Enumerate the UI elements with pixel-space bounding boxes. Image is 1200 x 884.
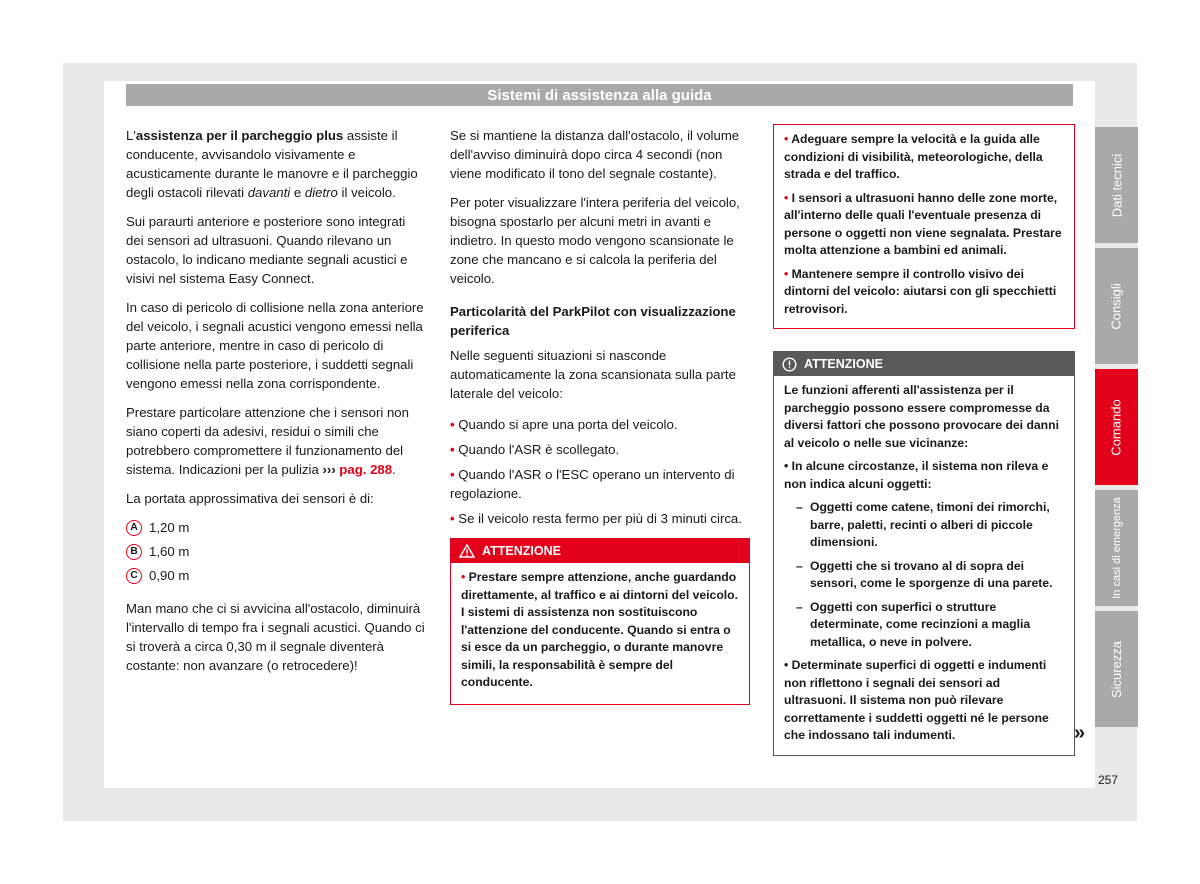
bullet-icon: • bbox=[450, 511, 459, 526]
warning-header bbox=[451, 539, 749, 563]
side-tab-emergenza[interactable]: In casi di emergenza bbox=[1095, 490, 1138, 606]
paragraph-approach: Man mano che ci si avvicina all'ostacolo, diminuirà l'intervallo di tempo fra i segnali acustici. Quando ci si troverà a circa 0,30 m il segnale diventerà costante: non avanzare (o retrocedere)! bbox=[126, 601, 425, 673]
letter-c-icon: C bbox=[126, 568, 142, 584]
subsection-heading: Particolarità del ParkPilot con visualizzazione periferica bbox=[450, 304, 736, 338]
side-tab-consigli[interactable]: Consigli bbox=[1095, 248, 1138, 364]
bullet-icon: • bbox=[450, 442, 459, 457]
bullet-icon: • bbox=[461, 570, 469, 584]
warning-title: ATTENZIONE bbox=[482, 543, 561, 558]
continue-arrow-icon: » bbox=[1074, 722, 1086, 744]
side-tab-sicurezza[interactable]: Sicurezza bbox=[1095, 611, 1138, 727]
range-option: C 0,90 m bbox=[126, 566, 426, 585]
side-tab-dati-tecnici[interactable]: Dati tecnici bbox=[1095, 127, 1138, 243]
list-item: • Mantenere sempre il controllo visivo dei dintorni del veicolo: aiutarsi con gli specchietti retrovisori. bbox=[784, 266, 1057, 316]
list-item: • Determinate superfici di oggetti e indumenti non riflettono i segnali dei sensori ad ultrasuoni. Il sistema non può rilevare correttamente i suddetti oggetti né le persone che indossano tali indumenti. bbox=[784, 658, 1049, 742]
paragraph-periphery: Per poter visualizzare l'intera periferia del veicolo, bisogna spostarlo per alcuni metri in avanti e indietro. In questo modo vengono scansionate le zone che mancano e si calcola la periferia del veicolo. bbox=[450, 195, 740, 286]
range-option: B 1,60 m bbox=[126, 542, 426, 561]
warning-box bbox=[450, 538, 750, 705]
bullet-icon: • bbox=[784, 266, 792, 281]
section-title: Sistemi di assistenza alla guida bbox=[487, 86, 712, 104]
letter-b-icon: B bbox=[126, 544, 142, 560]
warning-continuation-box bbox=[773, 124, 1075, 329]
attention-circle-icon bbox=[782, 357, 797, 372]
attention-intro: Le funzioni afferenti all'assistenza per il parcheggio possono essere compromesse da diversi fattori che possono provocare dei danni al veicolo o nelle sue vicinanze: bbox=[784, 383, 1059, 450]
column-3 bbox=[773, 124, 1075, 756]
warning-triangle-icon bbox=[459, 544, 475, 558]
list-item: • Adeguare sempre la velocità e la guida alle condizioni di visibilità, meteorologiche, della strada e del traffico. bbox=[784, 132, 1043, 181]
list-item: • Quando l'ASR è scollegato. bbox=[450, 442, 620, 457]
bullet-icon: • bbox=[450, 467, 459, 482]
paragraph-cleaning: Prestare particolare attenzione che i sensori non siano coperti da adesivi, residui o simili che potrebbero compromettere il funzionamento del sistema. Indicazioni per la pulizia ››› pag. 288. bbox=[126, 405, 409, 477]
column-1 bbox=[126, 126, 426, 685]
attention-box bbox=[773, 351, 1075, 756]
list-item: • Quando l'ASR o l'ESC operano un intervento di regolazione. bbox=[450, 467, 735, 501]
list-item: • Se il veicolo resta fermo per più di 3 minuti circa. bbox=[450, 511, 742, 526]
list-subitem: – Oggetti che si trovano al di sopra dei sensori, come le sporgenze di una parete. bbox=[796, 558, 1053, 590]
attention-body bbox=[774, 376, 1074, 755]
link-arrows-icon: ››› bbox=[322, 462, 336, 477]
column-2 bbox=[450, 126, 750, 705]
range-options bbox=[126, 518, 426, 585]
letter-a-icon: A bbox=[126, 520, 142, 536]
bullet-icon: • bbox=[450, 417, 459, 432]
list-subitem: – Oggetti come catene, timoni dei rimorchi, barre, paletti, recinti o alberi di piccole dimensioni. bbox=[796, 500, 1050, 549]
section-header bbox=[126, 84, 1073, 106]
paragraph-volume: Se si mantiene la distanza dall'ostacolo, il volume dell'avviso diminuirà dopo circa 4 secondi (non viene modificato il tono del segnale costante). bbox=[450, 128, 740, 181]
list-item: • I sensori a ultrasuoni hanno delle zone morte, all'interno delle quali l'eventuale presenza di persone o oggetti non viene segnalata. Prestare molta attenzione a bambini ed animali. bbox=[784, 190, 1062, 257]
attention-header bbox=[774, 352, 1074, 376]
range-option: A 1,20 m bbox=[126, 518, 426, 537]
paragraph-intro: L'assistenza per il parcheggio plus assiste il conducente, avvisandolo visivamente e acusticamente durante le manovre e il parcheggio degli ostacoli rilevati davanti e dietro il veicolo. bbox=[126, 128, 418, 200]
attention-title: ATTENZIONE bbox=[804, 356, 883, 371]
list-item: • Quando si apre una porta del veicolo. bbox=[450, 417, 678, 432]
list-item: • In alcune circostanze, il sistema non rileva e non indica alcuni oggetti: bbox=[784, 459, 1049, 491]
paragraph-situations: Nelle seguenti situazioni si nasconde automaticamente la zona scansionata sulla parte laterale del veicolo: bbox=[450, 348, 736, 401]
page-number: 257 bbox=[1098, 773, 1119, 787]
paragraph-collision: In caso di pericolo di collisione nella zona anteriore del veicolo, i segnali acustici vengono emessi nella parte anteriore, mentre in caso di pericolo di collisione nella parte posteriore, i suddetti segnali vengono emessi nella zona corrispondente. bbox=[126, 300, 424, 391]
page-reference-link[interactable]: pag. 288 bbox=[335, 462, 393, 477]
bullet-icon: • bbox=[784, 190, 792, 205]
paragraph-range: La portata approssimativa dei sensori è di: bbox=[126, 491, 374, 506]
side-tab-comando[interactable]: Comando bbox=[1095, 369, 1138, 485]
warning-body: • Prestare sempre attenzione, anche guardando direttamente, al traffico e ai dintorni del veicolo. I sistemi di assistenza non sostituiscono l'attenzione del conducente. Quando si entra o si esce da un parcheggio, o durante manovre simili, la responsabilità è sempre del conducente. bbox=[461, 570, 738, 689]
bullet-icon: • bbox=[784, 132, 792, 146]
list-subitem: – Oggetti con superfici o strutture determinate, come recinzioni a maglia metallica, o neve in polvere. bbox=[796, 599, 1031, 649]
paragraph-sensors: Sui paraurti anteriore e posteriore sono integrati dei sensori ad ultrasuoni. Quando rilevano un ostacolo, lo indicano mediante segnali acustici e visivi nel sistema Easy Connect. bbox=[126, 214, 408, 286]
